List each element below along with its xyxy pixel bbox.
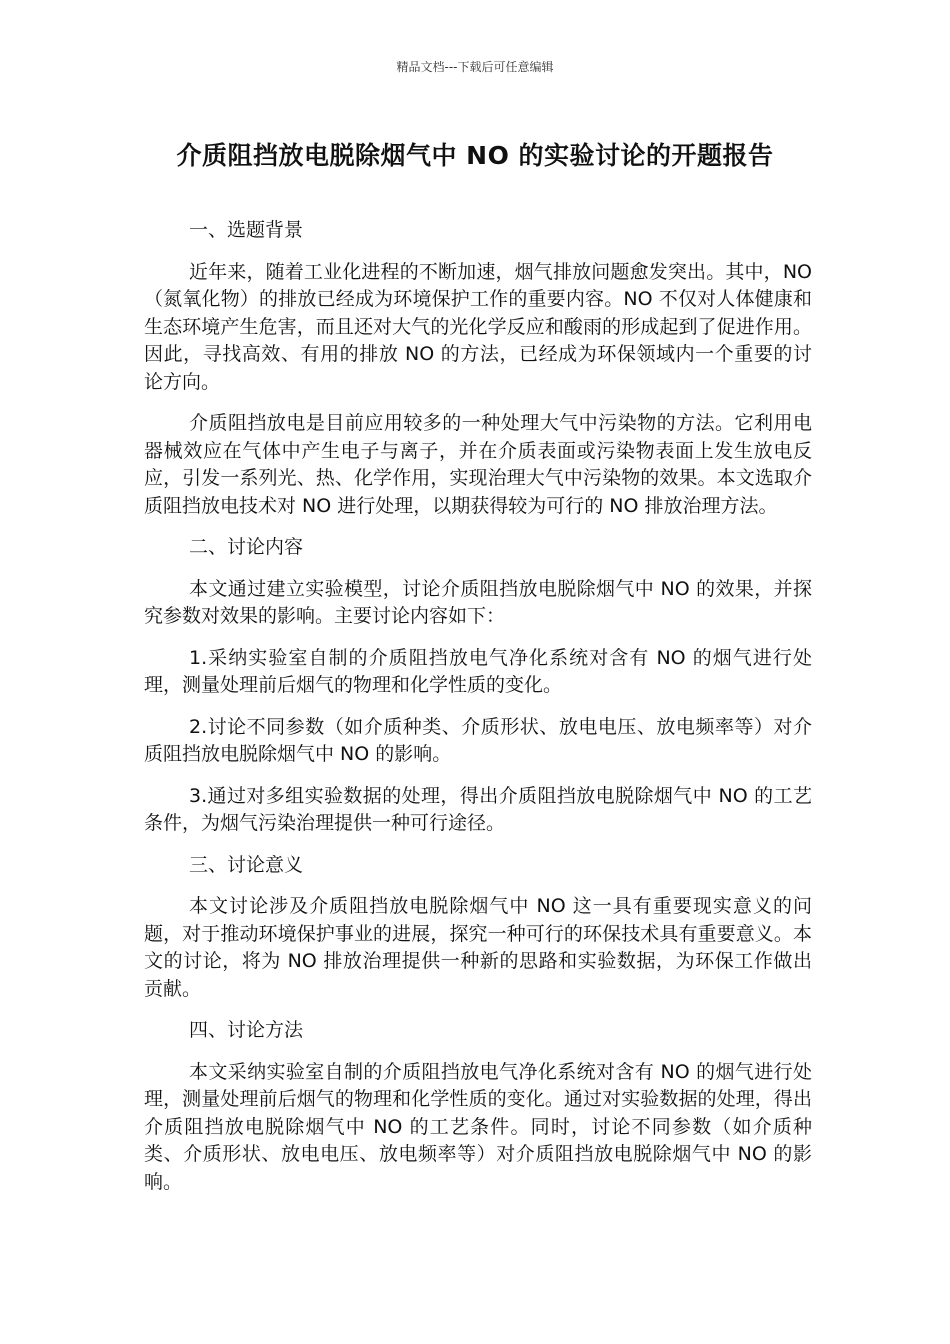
section-heading: 二、讨论内容	[189, 536, 304, 558]
section-heading: 四、讨论方法	[189, 1019, 304, 1041]
list-item: 1.采纳实验室自制的介质阻挡放电气净化系统对含有 NO 的烟气进行处理，测量处理前后烟气的物理和化学性质的变化。	[144, 646, 812, 696]
section-method	[144, 1017, 812, 1196]
list-item: 3.通过对多组实验数据的处理，得出介质阻挡放电脱除烟气中 NO 的工艺条件，为烟气污染治理提供一种可行途径。	[144, 784, 812, 834]
section-significance	[144, 852, 812, 1004]
list-item: 2.讨论不同参数（如介质种类、介质形状、放电电压、放电频率等）对介质阻挡放电脱除烟气中 NO 的影响。	[144, 715, 812, 765]
paragraph: 近年来，随着工业化进程的不断加速，烟气排放问题愈发突出。其中，NO（氮氧化物）的排放已经成为环境保护工作的重要内容。NO 不仅对人体健康和生态环境产生危害，而且还对大气的光化学反应和酸雨的形成起到了促进作用。因此，寻找高效、有用的排放 NO 的方法，已经成为环保领域内一个重要的讨论方向。	[144, 260, 812, 393]
section-background	[144, 217, 812, 520]
paragraph: 介质阻挡放电是目前应用较多的一种处理大气中污染物的方法。它利用电器械效应在气体中产生电子与离子，并在介质表面或污染物表面上发生放电反应，引发一系列光、热、化学作用，实现治理大气中污染物的效果。本文选取介质阻挡放电技术对 NO 进行处理，以期获得较为可行的 NO 排放治理方法。	[144, 412, 812, 517]
page-header: 精品文档---下载后可任意编辑	[396, 60, 554, 74]
document-body	[144, 217, 812, 1210]
section-heading: 一、选题背景	[189, 219, 304, 241]
paragraph: 本文采纳实验室自制的介质阻挡放电气净化系统对含有 NO 的烟气进行处理，测量处理前后烟气的物理和化学性质的变化。通过对实验数据的处理，得出介质阻挡放电脱除烟气中 NO 的工艺条件。同时，讨论不同参数（如介质种类、介质形状、放电电压、放电频率等）对介质阻挡放电脱除烟气中 NO 的影响。	[144, 1060, 812, 1193]
paragraph: 本文通过建立实验模型，讨论介质阻挡放电脱除烟气中 NO 的效果，并探究参数对效果的影响。主要讨论内容如下：	[144, 577, 812, 627]
document-title: 介质阻挡放电脱除烟气中 NO 的实验讨论的开题报告	[176, 141, 774, 170]
paragraph: 本文讨论涉及介质阻挡放电脱除烟气中 NO 这一具有重要现实意义的问题，对于推动环境保护事业的进展，探究一种可行的环保技术具有重要意义。本文的讨论，将为 NO 排放治理提供一种新的思路和实验数据，为环保工作做出贡献。	[144, 895, 812, 1000]
section-heading: 三、讨论意义	[189, 853, 304, 876]
section-content	[144, 534, 812, 838]
